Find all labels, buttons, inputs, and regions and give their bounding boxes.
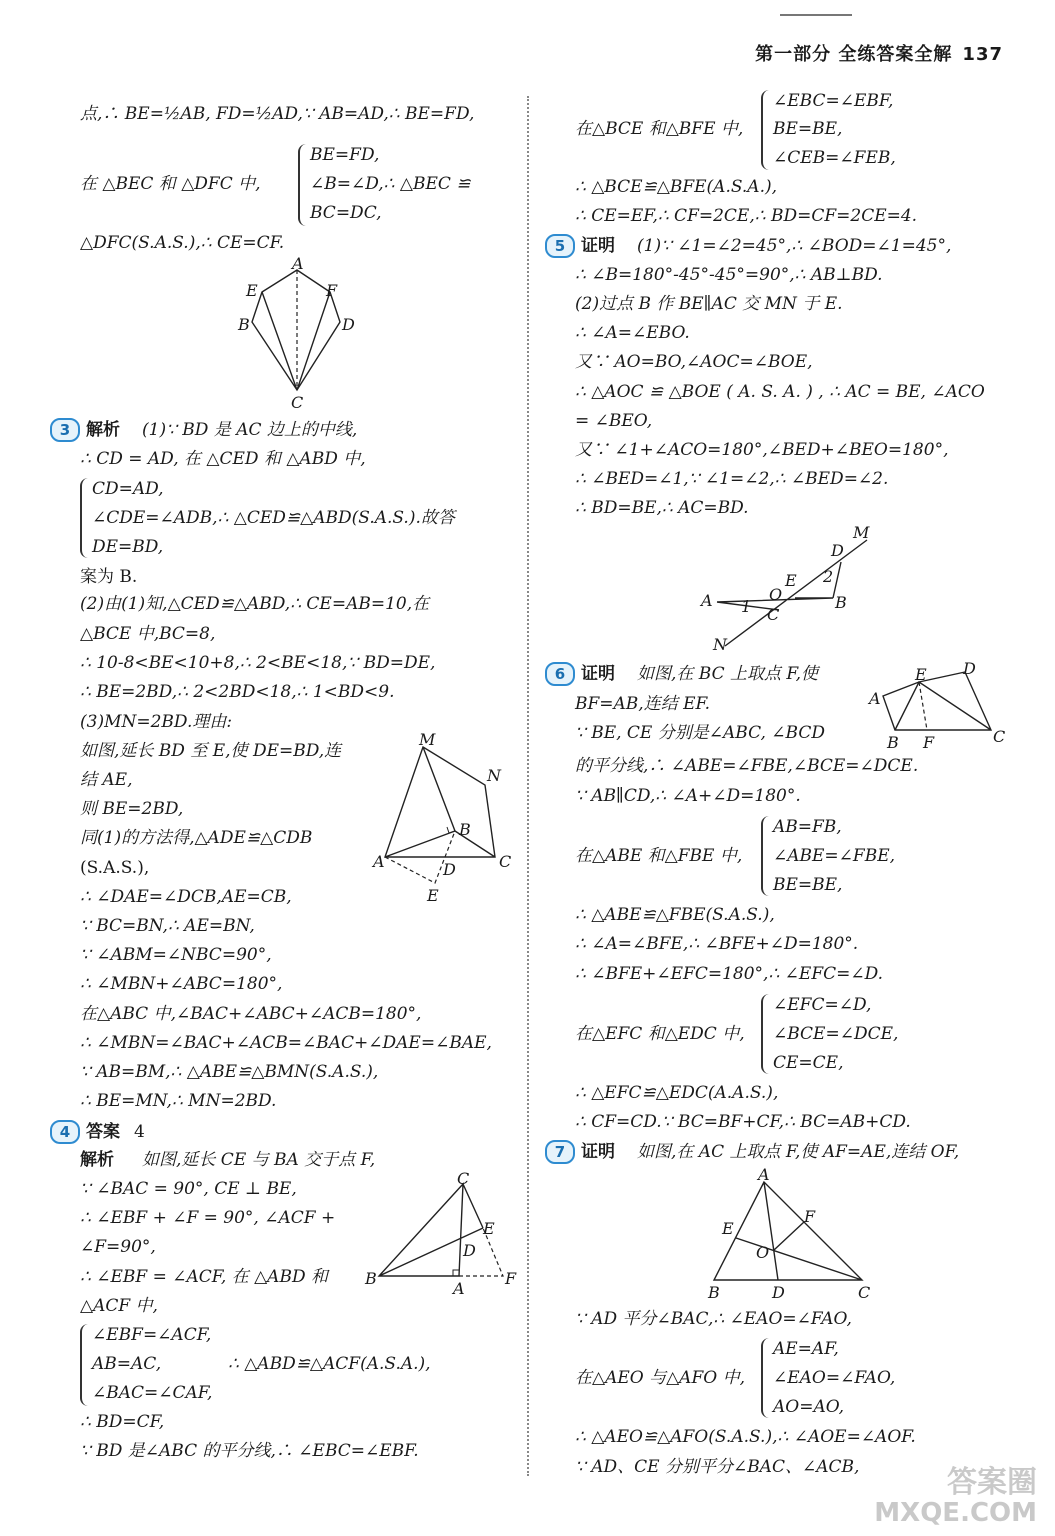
text-line: ∴ CD = AD, 在 △CED 和 △ABD 中, (80, 449, 366, 469)
text-line: BE=BE, (773, 875, 843, 895)
text-line: ∠EBC=∠EBF, (773, 91, 894, 111)
text-line: ∴ △ABD≌△ACF(A.S.A.), (228, 1354, 431, 1374)
fig-label: E (246, 281, 258, 300)
text-line: 又∵ AO=BO,∠AOC=∠BOE, (575, 352, 813, 372)
text-line: 如图,延长 CE 与 BA 交于点 F, (142, 1150, 376, 1170)
fig-label: D (443, 860, 456, 879)
text-line: ∠F=90°, (80, 1237, 156, 1257)
fig-label: E (785, 571, 797, 590)
watermark-logo-text: 答案圈 (947, 1465, 1037, 1500)
fig-label: 2 (823, 567, 834, 586)
question-number: 7 (545, 1140, 575, 1164)
column-divider (527, 96, 529, 1476)
q6-heading (554, 662, 615, 686)
text-line: ∠EFC=∠D, (773, 995, 872, 1015)
text-line: ∠ABE=∠FBE, (773, 846, 896, 866)
watermark (874, 1465, 1037, 1528)
fig-label: F (326, 281, 338, 300)
fig-label: B (238, 315, 250, 334)
header-rule (780, 14, 852, 16)
text-line: ∠CEB=∠FEB, (773, 148, 896, 168)
text-line: BF=AB,连结 EF. (575, 694, 711, 714)
text-line: ∵ AD 平分∠BAC,∴ ∠EAO=∠FAO, (575, 1309, 852, 1329)
fig-label: N (713, 635, 727, 654)
text-line: ∠EAO=∠FAO, (773, 1368, 896, 1388)
text-line: ∴ △AEO≌△AFO(S.A.S.),∴ ∠AOE=∠AOF. (575, 1427, 916, 1447)
text-line: ∠EBF=∠ACF, (92, 1325, 212, 1345)
figure-angle-bisectors (700, 1165, 880, 1305)
fig-label: E (915, 665, 927, 684)
fig-label: M (853, 523, 870, 542)
fig-label: A (292, 254, 304, 273)
text-line: (2)由(1)知,△CED≌△ABD,∴ CE=AB=10,在 (80, 594, 430, 614)
text-line: 又∵ ∠1+∠ACO=180°,∠BED+∠BEO=180°, (575, 440, 949, 460)
text-line: ∴ BD=CF, (80, 1412, 165, 1432)
fig-label: N (487, 766, 501, 785)
text-line: ∴ ∠MBN+∠ABC=180°, (80, 974, 283, 994)
text-line: ∵ AB∥CD,∴ ∠A+∠D=180°. (575, 786, 801, 806)
text-line: ∵ BD 是∠ABC 的平分线,∴ ∠EBC=∠EBF. (80, 1441, 419, 1461)
text-line: ∠B=∠D,∴ △BEC ≌ (310, 174, 471, 194)
text-line: ∴ △AOC ≌ △BOE ( A. S. A. ) , ∴ AC = BE, ∠ACO (575, 382, 985, 402)
text-line: DE=BD, (92, 537, 164, 557)
fig-label: E (722, 1219, 734, 1238)
text-line: (1)∵ BD 是 AC 边上的中线, (142, 420, 358, 440)
fig-label: O (756, 1243, 770, 1262)
text-line: ∵ ∠ABM=∠NBC=90°, (80, 945, 272, 965)
text-line: ∴ ∠BED=∠1,∵ ∠1=∠2,∴ ∠BED=∠2. (575, 469, 889, 489)
fig-label: D (772, 1283, 785, 1302)
text-line: ∴ BE=2BD,∴ 2<2BD<18,∴ 1<BD<9. (80, 682, 395, 702)
fig-label: E (427, 886, 439, 905)
text-line: ∴ ∠EBF = ∠ACF, 在 △ABD 和 (80, 1267, 328, 1287)
fig-label: D (342, 315, 355, 334)
fig-label: A (758, 1165, 770, 1184)
text-line: 在△ABC 中,∠BAC+∠ABC+∠ACB=180°, (80, 1004, 422, 1024)
text-line: BE=BE, (773, 119, 843, 139)
text-line: 案为 B. (80, 567, 138, 587)
text-line: ∴ CF=CD.∵ BC=BF+CF,∴ BC=AB+CD. (575, 1112, 911, 1132)
text-line: (2)过点 B 作 BE∥AC 交 MN 于 E. (575, 294, 843, 314)
fig-label: O (769, 585, 783, 604)
text-line: △BCE 中,BC=8, (80, 624, 216, 644)
text-line: ∠BAC=∠CAF, (92, 1383, 213, 1403)
brace (80, 1324, 90, 1406)
fig-label: F (923, 733, 935, 752)
label: 解析 (86, 420, 120, 440)
text-line: △DFC(S.A.S.),∴ CE=CF. (80, 233, 285, 253)
watermark-url: MXQE.COM (874, 1498, 1037, 1528)
text-line: = ∠BEO, (575, 411, 653, 431)
text-line: BE=FD, (310, 145, 380, 165)
fig-label: F (505, 1269, 517, 1288)
label: 证明 (581, 236, 615, 256)
text-line: BC=DC, (310, 203, 382, 223)
text-line: AB=FB, (773, 817, 842, 837)
q3-heading (59, 418, 120, 442)
question-number: 5 (545, 234, 575, 258)
label: 解析 (80, 1150, 114, 1170)
text-line: (1)∵ ∠1=∠2=45°,∴ ∠BOD=∠1=45°, (637, 236, 952, 256)
text-line: ∴ ∠DAE=∠DCB,AE=CB, (80, 887, 292, 907)
brace (761, 994, 771, 1074)
question-number: 4 (50, 1120, 80, 1144)
text-line: ∴ ∠B=180°-45°-45°=90°,∴ AB⊥BD. (575, 265, 883, 285)
text-line: ∴ △BCE≌△BFE(A.S.A.), (575, 177, 778, 197)
fig-label: D (963, 659, 976, 678)
text-line: CE=CE, (773, 1053, 844, 1073)
text-line: ∵ ∠BAC = 90°, CE ⊥ BE, (80, 1179, 297, 1199)
text-line: 如图,延长 BD 至 E,使 DE=BD,连 (80, 741, 342, 761)
brace (80, 478, 90, 558)
label: 证明 (581, 1142, 615, 1162)
text-line: 在△AEO 与△AFO 中, (575, 1368, 745, 1388)
figure-quadrilateral (373, 730, 525, 910)
brace (298, 144, 308, 226)
fig-label: D (463, 1241, 476, 1260)
fig-label: F (804, 1207, 816, 1226)
label: 答案 (86, 1122, 120, 1142)
text-line: 如图,在 AC 上取点 F,使 AF=AE,连结 OF, (637, 1142, 960, 1162)
text-line: (S.A.S.), (80, 858, 150, 878)
fig-label: C (457, 1169, 470, 1188)
fig-label: B (459, 820, 471, 839)
text-line: ∵ AD、CE 分别平分∠BAC、∠ACB, (575, 1457, 860, 1477)
figure-trapezoid (867, 660, 1017, 755)
text-line: ∠CDE=∠ADB,∴ △CED≌△ABD(S.A.S.).故答 (92, 508, 455, 528)
fig-label: A (869, 689, 881, 708)
question-number: 6 (545, 662, 575, 686)
fig-label: M (419, 730, 436, 749)
text-line: 如图,在 BC 上取点 F,使 (637, 664, 818, 684)
text-line: ∵ BC=BN,∴ AE=BN, (80, 916, 255, 936)
fig-label: C (291, 393, 304, 412)
fig-label: A (373, 852, 385, 871)
text-line: ∴ 10-8<BE<10+8,∴ 2<BE<18,∵ BD=DE, (80, 653, 436, 673)
text-line: 同(1)的方法得,△ADE≌△CDB (80, 828, 313, 848)
page-header (755, 40, 1003, 66)
text-line: ∴ △EFC≌△EDC(A.A.S.), (575, 1083, 779, 1103)
text-line: AE=AF, (773, 1339, 839, 1359)
fig-label: C (499, 852, 512, 871)
text-line: ∴ △ABE≌△FBE(S.A.S.), (575, 905, 775, 925)
q5-heading (554, 234, 615, 258)
text-line: ∵ BE, CE 分别是∠ABC, ∠BCD (575, 723, 825, 743)
text-line: ∴ ∠EBF + ∠F = 90°, ∠ACF + (80, 1208, 336, 1228)
text-line: 则 BE=2BD, (80, 799, 184, 819)
text-line: (3)MN=2BD.理由: (80, 712, 233, 732)
question-number: 3 (50, 418, 80, 442)
fig-label: A (453, 1279, 465, 1298)
fig-label: 1 (741, 597, 752, 616)
fig-label: B (708, 1283, 720, 1302)
text-line: 的平分线,∴ ∠ABE=∠FBE,∠BCE=∠DCE. (575, 756, 919, 776)
brace (761, 1338, 771, 1418)
fig-label: B (887, 733, 899, 752)
text-line: ∴ ∠BFE+∠EFC=180°,∴ ∠EFC=∠D. (575, 964, 884, 984)
fig-label: A (701, 591, 713, 610)
figure-triangle (365, 1169, 525, 1302)
text-line: ∴ ∠A=∠BFE,∴ ∠BFE+∠D=180°. (575, 934, 859, 954)
text-line: ∴ CE=EF,∴ CF=2CE,∴ BD=CF=2CE=4. (575, 206, 918, 226)
fig-label: C (993, 727, 1006, 746)
text-line: CD=AD, (92, 479, 164, 499)
figure-intersecting-lines (701, 522, 875, 654)
page-number: 137 (962, 44, 1003, 65)
text-line: ∴ ∠A=∠EBO. (575, 323, 690, 343)
text-line: 在△ABE 和△FBE 中, (575, 846, 743, 866)
brace (761, 816, 771, 896)
figure-kite (238, 254, 370, 412)
fig-label: C (767, 605, 780, 624)
text-line: △ACF 中, (80, 1296, 158, 1316)
fig-label: B (835, 593, 847, 612)
text-line: ∴ BD=BE,∴ AC=BD. (575, 498, 749, 518)
text-line: 在△BCE 和△BFE 中, (575, 119, 744, 139)
brace (761, 90, 771, 170)
q7-heading (554, 1140, 615, 1164)
text-line: 在 △BEC 和 △DFC 中, (80, 174, 261, 194)
text-line: ∵ AB=BM,∴ △ABE≌△BMN(S.A.S.), (80, 1062, 379, 1082)
text-line: 结 AE, (80, 770, 133, 790)
section-title: 第一部分 全练答案全解 (755, 44, 953, 65)
text-line: 点,∴ BE=½AB, FD=½AD,∵ AB=AD,∴ BE=FD, (80, 104, 475, 124)
q4-heading (59, 1120, 145, 1144)
text-line: 在△EFC 和△EDC 中, (575, 1024, 745, 1044)
text-line: AO=AO, (773, 1397, 845, 1417)
fig-label: C (858, 1283, 871, 1302)
label: 证明 (581, 664, 615, 684)
answer-value: 4 (134, 1122, 145, 1142)
fig-label: D (831, 541, 844, 560)
fig-label: B (365, 1269, 377, 1288)
text-line: ∠BCE=∠DCE, (773, 1024, 899, 1044)
text-line: ∴ ∠MBN=∠BAC+∠ACB=∠BAC+∠DAE=∠BAE, (80, 1033, 492, 1053)
text-line: ∴ BE=MN,∴ MN=2BD. (80, 1091, 277, 1111)
text-line: AB=AC, (92, 1354, 162, 1374)
fig-label: E (483, 1219, 495, 1238)
